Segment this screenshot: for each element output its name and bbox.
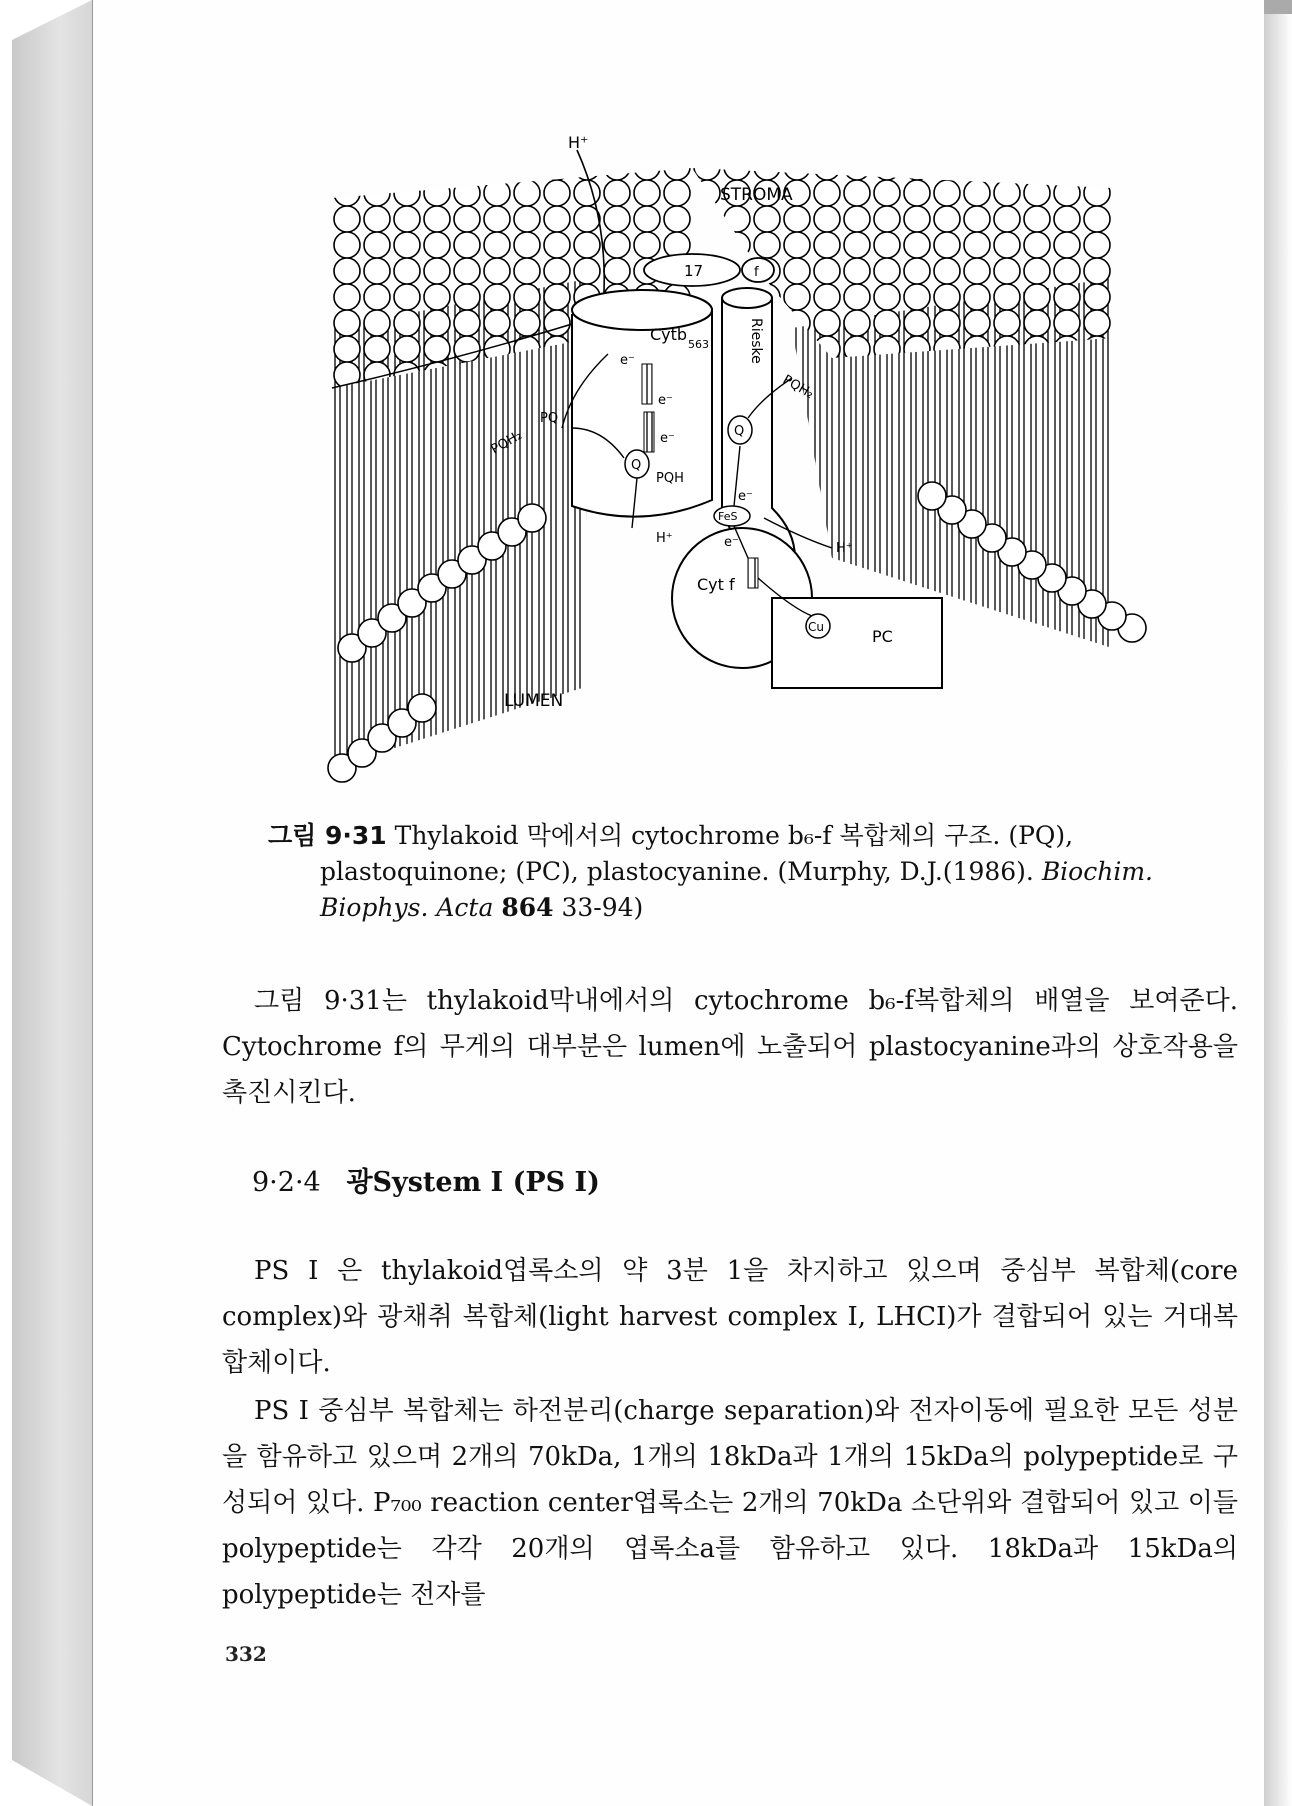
- pc-label: PC: [872, 627, 893, 646]
- proton-label-right: H⁺: [836, 541, 853, 556]
- cytf-label: Cyt f: [697, 575, 735, 594]
- paragraph-1-text: 그림 9·31는 thylakoid막내에서의 cytochrome b₆-f복합체의 배열을 보여준다. Cytochrome f의 무게의 대부분은 lumen에 노출되어 plastocyanine과의 상호작용을 촉진시킨다.: [222, 986, 1238, 1108]
- paragraph-2: [222, 1248, 1238, 1386]
- heme-f-bar: [748, 558, 758, 588]
- pqh2-left-label: PQH₂: [488, 427, 525, 458]
- proton-label-lumen: H⁺: [656, 531, 673, 546]
- page-content: [92, 0, 1264, 1806]
- rieske-label: Rieske: [748, 318, 764, 364]
- pq-label: PQ: [540, 411, 559, 426]
- electron-label-1: e⁻: [620, 353, 635, 368]
- caption-journal-b: Biophys. Acta: [320, 893, 494, 922]
- cytb563-cylinder: [572, 290, 712, 517]
- q-site-2-label: Q: [734, 424, 745, 439]
- electron-label-4: e⁻: [738, 489, 753, 504]
- paragraph-2-text: PS I 은 thylakoid엽록소의 약 3분 1을 차지하고 있으며 중심부 복합체(core complex)와 광채취 복합체(light harvest complex I, LHCI)가 결합되어 있는 거대복합체이다.: [222, 1256, 1238, 1378]
- cytb-label: Cytb: [650, 325, 688, 344]
- fes-label: FeS: [718, 510, 738, 523]
- subunit-17: [644, 254, 740, 286]
- caption-journal-a: Biochim.: [1041, 857, 1153, 886]
- thylakoid-cytochrome-diagram: [272, 128, 1172, 808]
- pqh2-right-label: PQH₂: [780, 372, 817, 402]
- plastocyanin-block: [772, 598, 942, 688]
- figure-number: 그림 9·31: [268, 821, 387, 850]
- paragraph-3-text: PS I 중심부 복합체는 하전분리(charge separation)와 전자이동에 필요한 모든 성분을 함유하고 있으며 2개의 70kDa, 1개의 18kDa과 1개의 15kDa의 polypeptide로 구성되어 있다. P₇₀₀ reaction center엽록소는 2개의 70kDa 소단위와 결합되어 있고 이들 polypeptide는 각각 20개의 엽록소a를 함유하고 있다. 18kDa과 15kDa의 polypeptide는 전자를: [222, 1396, 1238, 1610]
- caption-volume: 864: [501, 893, 554, 922]
- cytb-subscript: 563: [688, 338, 709, 351]
- electron-label-3: e⁻: [660, 431, 675, 446]
- page-edge-shadow: [1264, 0, 1292, 1806]
- book-spine: [12, 0, 92, 1806]
- q-site-1-label: Q: [631, 458, 642, 473]
- heme-bar-2: [644, 412, 654, 452]
- heme-bar-1: [642, 364, 652, 404]
- subunit-17-label: 17: [684, 262, 704, 280]
- figure-caption: [268, 818, 1188, 926]
- paragraph-1: [222, 978, 1238, 1116]
- corner-marker: [1264, 0, 1292, 14]
- electron-label-2: e⁻: [658, 393, 673, 408]
- caption-line-3: [268, 890, 1188, 926]
- caption-line-2: [268, 854, 1188, 890]
- section-title: 광System I (PS I): [346, 1167, 600, 1198]
- electron-label-5: e⁻: [724, 535, 739, 550]
- lumen-label: LUMEN: [504, 691, 564, 711]
- proton-label-top: H⁺: [568, 133, 589, 152]
- subunit-f-label: f: [754, 265, 759, 280]
- caption-line-2-text: plastoquinone; (PC), plastocyanine. (Murphy, D.J.(1986).: [320, 857, 1034, 886]
- page-number: 332: [225, 1642, 267, 1666]
- caption-line-1: Thylakoid 막에서의 cytochrome b₆-f 복합체의 구조. (PQ),: [394, 821, 1074, 850]
- paragraph-3: [222, 1388, 1238, 1618]
- stroma-label: STROMA: [720, 185, 793, 205]
- caption-pages: 33-94): [561, 893, 644, 922]
- subunit-f: [742, 258, 774, 282]
- section-number: 9·2·4: [252, 1167, 321, 1198]
- section-heading: [252, 1160, 600, 1199]
- pqh-label: PQH: [656, 471, 684, 486]
- cu-label: Cu: [808, 620, 824, 634]
- book-page: [92, 0, 1264, 1806]
